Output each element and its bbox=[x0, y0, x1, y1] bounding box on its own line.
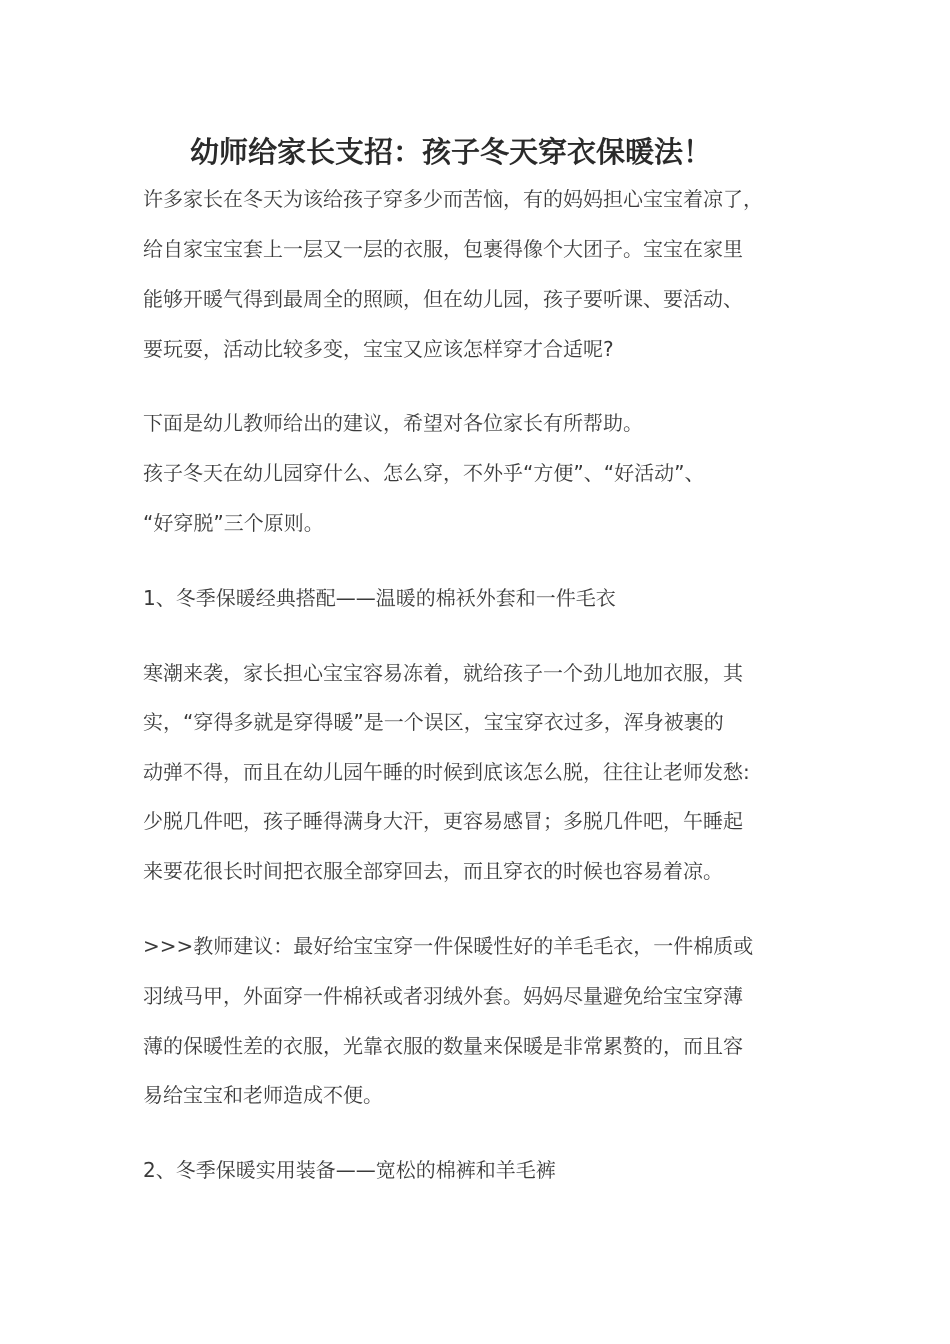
intro-line: 能够开暖气得到最周全的照顾，但在幼儿园，孩子要听课、要活动、 bbox=[143, 287, 743, 311]
section2-heading: 2、冬季保暖实用装备——宽松的棉裤和羊毛裤 bbox=[143, 1158, 556, 1182]
document-title: 幼师给家长支招：孩子冬天穿衣保暖法！ bbox=[190, 135, 713, 169]
intro-line: 要玩耍，活动比较多变，宝宝又应该怎样穿才合适呢? bbox=[143, 337, 614, 361]
principle-line: 孩子冬天在幼儿园穿什么、怎么穿，不外乎“方便”、“好活动”、 bbox=[143, 461, 705, 485]
suggestion-intro: 下面是幼儿教师给出的建议，希望对各位家长有所帮助。 bbox=[143, 411, 643, 435]
section1-tip-line: >>>教师建议：最好给宝宝穿一件保暖性好的羊毛毛衣，一件棉质或 bbox=[143, 934, 754, 958]
section1-body-line: 实，“穿得多就是穿得暖”是一个误区，宝宝穿衣过多，浑身被裹的 bbox=[143, 710, 724, 734]
intro-line: 许多家长在冬天为该给孩子穿多少而苦恼，有的妈妈担心宝宝着凉了， bbox=[143, 187, 763, 211]
intro-line: 给自家宝宝套上一层又一层的衣服，包裹得像个大团子。宝宝在家里 bbox=[143, 237, 743, 261]
section1-tip-line: 薄的保暖性差的衣服，光靠衣服的数量来保暖是非常累赘的，而且容 bbox=[143, 1034, 743, 1058]
section1-body-line: 少脱几件吧，孩子睡得满身大汗，更容易感冒；多脱几件吧，午睡起 bbox=[143, 809, 743, 833]
section1-tip-line: 羽绒马甲，外面穿一件棉袄或者羽绒外套。妈妈尽量避免给宝宝穿薄 bbox=[143, 984, 743, 1008]
section1-body-line: 来要花很长时间把衣服全部穿回去，而且穿衣的时候也容易着凉。 bbox=[143, 859, 723, 883]
principle-line: “好穿脱”三个原则。 bbox=[143, 511, 324, 535]
section1-heading: 1、冬季保暖经典搭配——温暖的棉袄外套和一件毛衣 bbox=[143, 586, 616, 610]
section1-body-line: 动弹不得，而且在幼儿园午睡的时候到底该怎么脱，往往让老师发愁: bbox=[143, 760, 750, 784]
section1-tip-line: 易给宝宝和老师造成不便。 bbox=[143, 1083, 383, 1107]
section1-body-line: 寒潮来袭，家长担心宝宝容易冻着，就给孩子一个劲儿地加衣服，其 bbox=[143, 661, 743, 685]
